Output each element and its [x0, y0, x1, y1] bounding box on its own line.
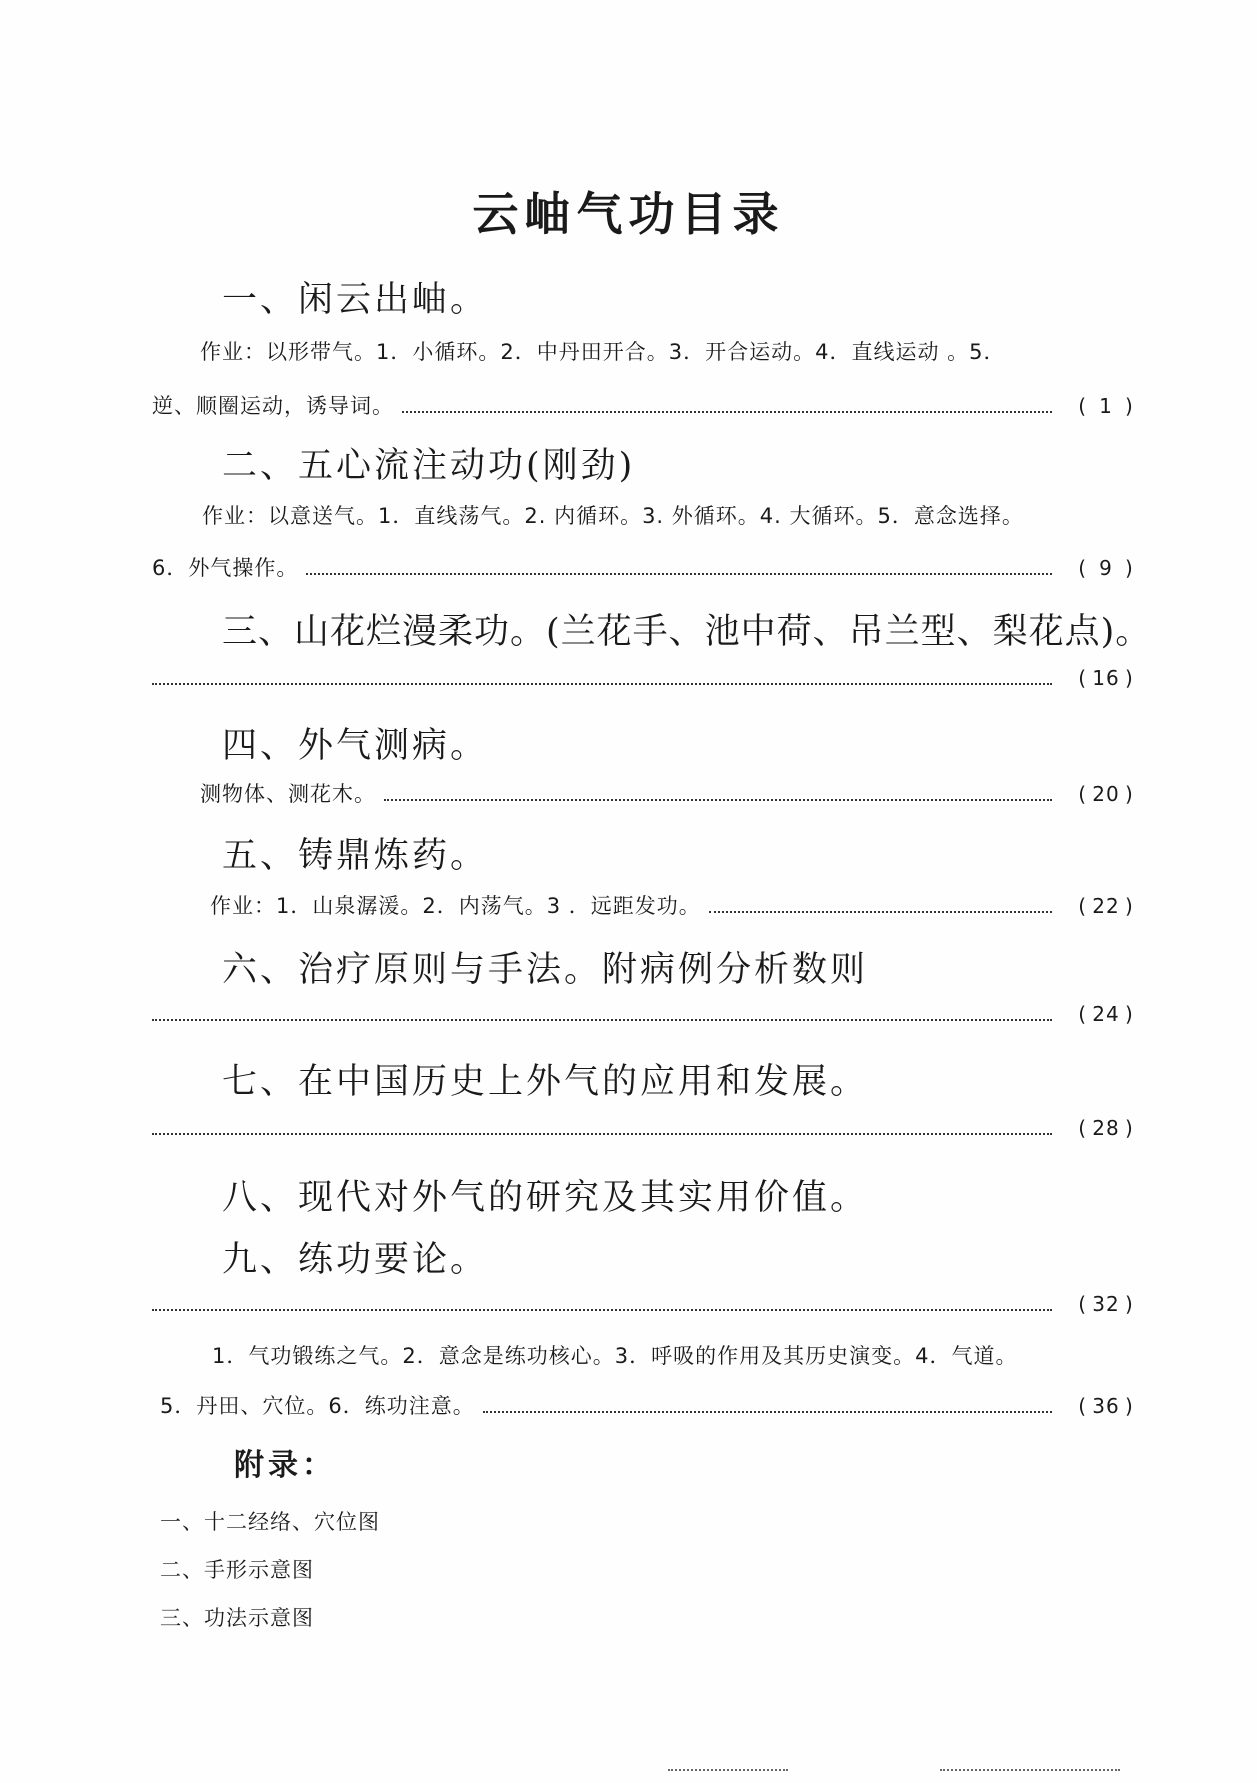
- section-heading-1: 一、闲云出岫。: [222, 280, 489, 320]
- section-1-line: 作业：以形带气。1．小循环。2．中丹田开合。3．开合运动。4．直线运动 。5．: [200, 340, 1006, 364]
- page-number: ( 24 ): [1078, 1002, 1134, 1026]
- scan-artifact: [940, 1766, 1120, 1771]
- page-title: 云岫气功目录: [472, 187, 785, 241]
- leader-text: 测物体、测花木。: [200, 782, 376, 806]
- section-heading-4: 四、外气测病。: [222, 726, 489, 766]
- page-number: ( 16 ): [1078, 666, 1134, 690]
- dot-leader: [483, 1410, 1052, 1413]
- section-heading-3: 三、山花烂漫柔功。(兰花手、池中荷、吊兰型、梨花点)。: [222, 612, 1152, 652]
- section-2-line: 作业：以意送气。1．直线荡气。2. 内循环。3. 外循环。4. 大循环。5．意念选择。: [202, 504, 1024, 528]
- dot-leader: [709, 910, 1052, 913]
- dot-leader: [402, 410, 1052, 413]
- section-9-leader: [152, 1292, 1152, 1317]
- section-heading-7: 七、在中国历史上外气的应用和发展。: [222, 1062, 869, 1102]
- section-6-leader: [152, 1002, 1152, 1027]
- appendix-title: 附录：: [234, 1448, 336, 1483]
- appendix-item-3: 三、功法示意图: [160, 1606, 314, 1630]
- dot-leader: [152, 1018, 1052, 1021]
- section-heading-8: 八、现代对外气的研究及其实用价值。: [222, 1178, 869, 1218]
- section-9-subitems-line: 1．气功锻练之气。2．意念是练功核心。3．呼吸的作用及其历史演变。4．气道。: [212, 1344, 1018, 1368]
- section-3-leader: [152, 666, 1152, 691]
- section-heading-5: 五、铸鼎炼药。: [222, 836, 489, 876]
- appendix-item-2: 二、手形示意图: [160, 1558, 314, 1582]
- section-heading-2: 二、五心流注动功(刚劲): [222, 446, 636, 486]
- section-heading-6: 六、治疗原则与手法。附病例分析数则: [222, 950, 869, 990]
- leader-text: 6．外气操作。: [152, 556, 299, 580]
- dot-leader: [152, 682, 1052, 685]
- dot-leader: [384, 798, 1052, 801]
- section-2-leader: [152, 552, 1152, 582]
- section-5-leader: [210, 890, 1152, 920]
- page-number: ( 36 ): [1078, 1394, 1134, 1418]
- page-number: ( 32 ): [1078, 1292, 1134, 1316]
- section-heading-9: 九、练功要论。: [222, 1240, 489, 1280]
- leader-text: 作业：1．山泉潺湲。2．内荡气。3 ．远距发功。: [210, 894, 701, 918]
- page-number: ( 22 ): [1078, 894, 1134, 918]
- page-number: ( 20 ): [1078, 782, 1134, 806]
- section-1-leader: [152, 390, 1152, 420]
- dot-leader: [152, 1308, 1052, 1311]
- dot-leader: [152, 1132, 1052, 1135]
- page-number: ( 28 ): [1078, 1116, 1134, 1140]
- page-number: ( 1 ): [1078, 394, 1134, 418]
- leader-text: 5．丹田、穴位。6．练功注意。: [160, 1394, 475, 1418]
- leader-text: 逆、顺圈运动，诱导词。: [152, 394, 394, 418]
- scan-artifact: [668, 1766, 788, 1771]
- section-7-leader: [152, 1116, 1152, 1141]
- section-4-leader: [200, 778, 1152, 808]
- appendix-item-1: 一、十二经络、穴位图: [160, 1510, 380, 1534]
- dot-leader: [306, 572, 1052, 575]
- section-9-subitems-leader: [160, 1390, 1152, 1420]
- page-number: ( 9 ): [1078, 556, 1134, 580]
